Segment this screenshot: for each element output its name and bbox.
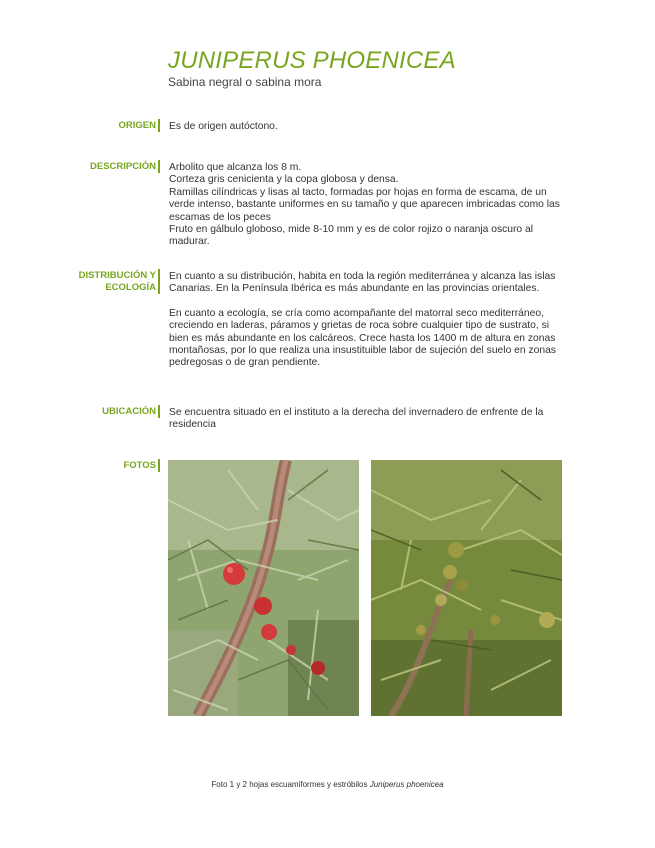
distribution-paragraph: En cuanto a su distribución, habita en toda la región mediterránea y alcanza las islas Canarias. En la Península Ibérica es más abundante en las provincias orientales.: [169, 271, 556, 295]
section-text-distribucion: [169, 271, 564, 370]
description-line: Ramillas cilíndricas y lisas al tacto, formadas por hojas en forma de escama, de un verde intenso, bastante uniformes en su tamaño y que aparecen imbricadas como las escamas de los peces: [169, 186, 560, 223]
caption-text: Foto 1 y 2 hojas escuamiformes y estróbilos: [211, 780, 370, 789]
section-label-origen: ORIGEN: [118, 120, 156, 131]
description-line: Corteza gris cenicienta y la copa globosa y densa.: [169, 174, 399, 186]
photo-green-fruits: [371, 460, 562, 716]
section-text-origen: Es de origen autóctono.: [169, 121, 278, 132]
section-label-line: ECOLOGÍA: [105, 282, 156, 293]
section-label-fotos: FOTOS: [123, 460, 156, 471]
section-divider-bar: [158, 459, 160, 472]
ecology-paragraph: En cuanto a ecología, se cría como acompañante del matorral seco mediterráneo, creciendo en laderas, páramos y grietas de roca sobre cualquier tipo de sustrato, si bien es más abundante en los calcáreos. Crece hasta los 1400 m de altura en zonas montañosas, por lo que realiza una insustituible labor de sujeción del suelo en zonas pedregosas o de gran pendiente.: [169, 307, 556, 369]
section-divider-bar: [158, 405, 160, 418]
description-line: Fruto en gálbulo globoso, mide 8-10 mm y es de color rojizo o naranja oscuro al madurar.: [169, 224, 534, 248]
section-divider-bar: [158, 119, 160, 132]
common-name-subtitle: Sabina negral o sabina mora: [168, 75, 322, 89]
section-label-line: DISTRIBUCIÓN Y: [78, 270, 156, 281]
description-line: Arbolito que alcanza los 8 m.: [169, 162, 302, 173]
photo-red-berries: [168, 460, 359, 716]
section-label-descripcion: DESCRIPCIÓN: [90, 161, 156, 172]
photo-caption: [0, 780, 655, 789]
caption-species: Juniperus phoenicea: [369, 780, 444, 789]
section-label-distribucion: [46, 270, 156, 294]
species-title: JUNIPERUS PHOENICEA: [168, 47, 456, 74]
section-label-ubicacion: UBICACIÓN: [102, 406, 156, 417]
section-divider-bar: [158, 160, 160, 173]
section-text-descripcion: [169, 162, 564, 249]
section-divider-bar: [158, 269, 160, 294]
section-text-ubicacion: Se encuentra situado en el instituto a la derecha del invernadero de enfrente de la residencia: [169, 407, 544, 431]
